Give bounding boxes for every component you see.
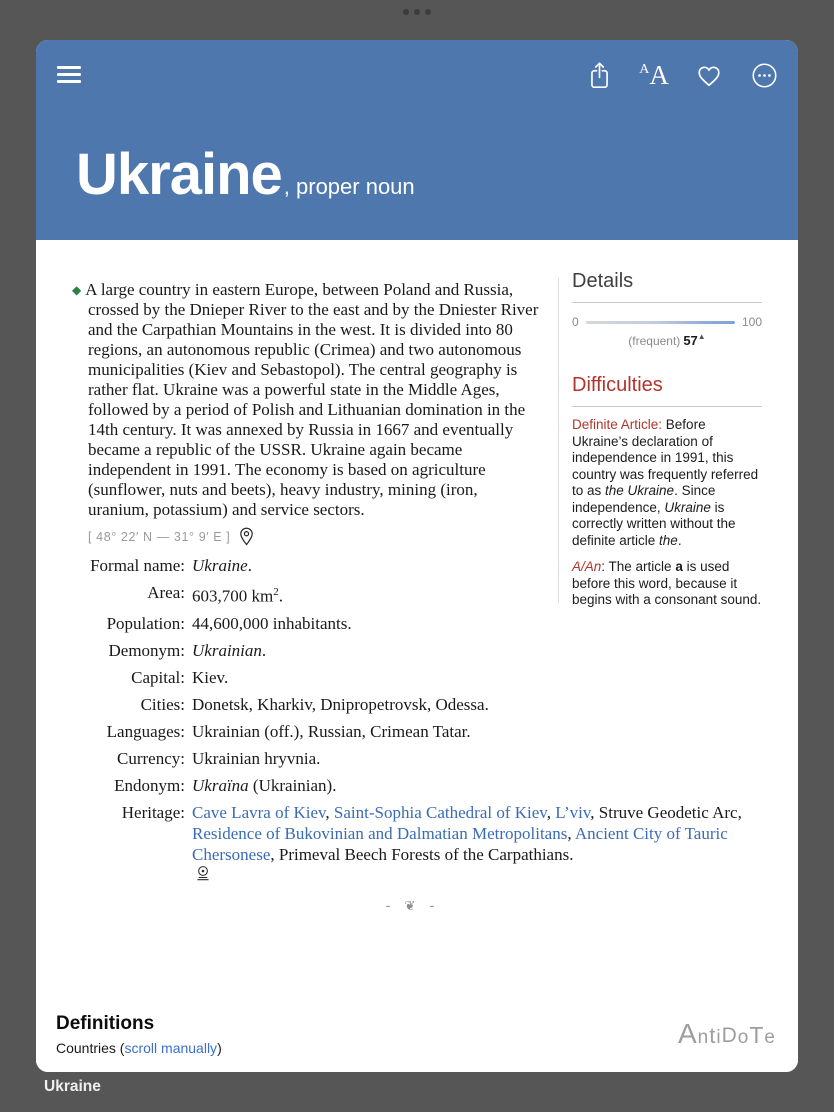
text-segment: , Primeval Beech Forests of the Carpathians. (270, 844, 574, 864)
part-of-speech: , proper noun (283, 174, 415, 199)
text-segment: Definite Article: (572, 417, 663, 432)
share-icon (587, 61, 612, 90)
logo-letter: n (697, 1026, 710, 1048)
text-segment: Kiev. (192, 667, 229, 687)
fact-row (72, 694, 748, 715)
fact-label: Currency: (117, 748, 185, 768)
frequency-bar (586, 321, 735, 324)
map-pin-button[interactable] (239, 527, 254, 546)
frequency-indicator (572, 315, 762, 348)
scroll-manually-link[interactable]: scroll manually (124, 1040, 218, 1056)
fact-row (72, 802, 748, 881)
heritage-link[interactable]: Cave Lavra of Kiev (192, 802, 326, 822)
fact-row (72, 721, 748, 742)
end-of-entry-mark: - ❦ - (385, 898, 435, 914)
logo-letter: t (709, 1023, 717, 1049)
text-segment: 44,600,000 inhabitants. (192, 613, 352, 633)
fact-row (72, 640, 748, 661)
details-sidebar (572, 270, 762, 609)
fact-value (192, 748, 748, 769)
text-segment: , Struve Geodetic Arc, (590, 802, 742, 822)
heart-icon (695, 62, 723, 89)
logo-letter: o (737, 1026, 750, 1048)
dictionary-entry-card (36, 40, 798, 1072)
more-button[interactable] (750, 60, 778, 90)
text-segment: . Since independence, (572, 483, 716, 515)
antidote-logo (677, 1017, 776, 1049)
fact-row (72, 748, 748, 769)
fact-value (192, 640, 748, 661)
difficulty-note (572, 417, 762, 549)
difficulties-notes (572, 417, 762, 609)
favorite-button[interactable] (695, 60, 723, 90)
text-segment: Ukraine (664, 499, 711, 515)
text-segment: . (247, 556, 252, 575)
text-segment: , (567, 823, 575, 843)
fact-row (72, 667, 748, 688)
bottom-tab-bar[interactable] (0, 1072, 834, 1112)
fact-label: Population: (106, 613, 185, 633)
fact-label: Formal name: (90, 556, 185, 575)
menu-button[interactable] (57, 66, 81, 88)
fact-label: Heritage: (121, 802, 185, 822)
hamburger-icon (57, 73, 81, 76)
logo-letter: T (749, 1022, 765, 1049)
text-segment: Ukraine (192, 556, 248, 575)
text-segment: Ukraïna (192, 775, 249, 795)
heritage-link[interactable]: Saint-Sophia Cathedral of Kiev (333, 802, 547, 822)
text-segment: . (261, 640, 267, 660)
text-segment: 603,700 km (192, 586, 274, 606)
text-segment: is used before this word, because it begins with a consonant sound. (572, 559, 762, 607)
fact-value (192, 775, 748, 796)
fact-value (192, 613, 748, 634)
text-segment: Ukrainian hryvnia. (192, 748, 321, 768)
definition-text: ◆ A large country in eastern Europe, between Poland and Russia, crossed by the Dnieper River to the east and by the Dniester River and the Carpathian Mountains in the west. It is divided into 80 regions, an autonomous republic (Crimea) and two autonomous municipalities (Kiev and Sebastopol). The central geography is rather flat. Ukraine was a powerful state in the Middle Ages, followed by a period of Polish and Lithuanian domination in the 14th century. It was annexed by Russia in 1667 and eventually became a republic of the USSR. Ukraine again became independent in 1991. The economy is based on agriculture (sunflower, nuts and beets), heavy industry, mining (iron, uranium, potassium) and service sectors. (72, 280, 539, 519)
frequency-label: (frequent) 57▲ (628, 332, 706, 348)
fact-label: Cities: (140, 694, 185, 714)
fact-label: Languages: (106, 721, 185, 741)
coordinates: [ 48° 22′ N — 31° 9′ E ] (88, 529, 231, 544)
text-segment: . (677, 532, 682, 548)
details-heading: Details (572, 270, 762, 303)
text-segment: , (325, 802, 334, 822)
heritage-link[interactable]: L’viv (555, 802, 591, 822)
fact-value (192, 802, 748, 881)
text-segment: , (546, 802, 556, 822)
entry-body (36, 240, 798, 1072)
frequency-min: 0 (572, 315, 579, 329)
text-size-icon: A A (639, 59, 669, 90)
text-segment: (Ukrainian). (248, 775, 337, 795)
logo-letter: e (764, 1026, 776, 1048)
hamburger-icon (57, 80, 81, 83)
heritage-link[interactable]: Ancient City of Tauric Chersonese (192, 823, 728, 864)
text-segment: Donetsk, Kharkiv, Dnipropetrovsk, Odessa. (192, 694, 489, 714)
landmark-icon (196, 865, 210, 881)
logo-letter: i (716, 1026, 722, 1048)
text-segment: A/An (572, 559, 602, 574)
fact-label: Capital: (131, 667, 185, 687)
fact-value (192, 721, 748, 742)
text-segment: a (675, 559, 683, 574)
fact-row (72, 775, 748, 796)
text-segment: Ukrainian (off.), Russian, Crimean Tatar. (192, 721, 471, 741)
share-button[interactable] (585, 60, 613, 90)
section-title: Definitions (56, 1013, 155, 1034)
heritage-link[interactable]: Residence of Bukovinian and Dalmatian Metropolitans (192, 823, 568, 843)
diamond-bullet-icon: ◆ (72, 283, 82, 297)
fact-row (72, 613, 748, 634)
frequency-max: 100 (741, 315, 762, 329)
map-pin-icon (239, 527, 254, 546)
multitask-handle[interactable] (403, 9, 431, 15)
fact-label: Demonym: (108, 640, 185, 660)
fact-label: Endonym: (114, 775, 185, 795)
text-size-button[interactable] (640, 60, 668, 90)
text-segment: the (659, 532, 678, 548)
hamburger-icon (57, 66, 81, 69)
entry-header (36, 40, 798, 240)
logo-letter: D (721, 1024, 738, 1048)
frequency-value: 57 (683, 333, 698, 348)
text-segment: . (278, 586, 283, 606)
logo-letter: A (677, 1017, 698, 1049)
fact-value (192, 694, 748, 715)
fact-value (192, 667, 748, 688)
text-segment: Ukrainian (192, 640, 262, 660)
bottom-tab-label: Ukraine (44, 1078, 101, 1095)
subsection-label: Countries (scroll manually) (56, 1040, 222, 1056)
difficulty-note (572, 559, 762, 609)
text-segment: is correctly written without the definite article (572, 499, 736, 548)
frequency-marker-icon: ▲ (697, 332, 706, 341)
difficulties-heading: Difficulties (572, 374, 762, 407)
text-segment: : The article (601, 559, 676, 574)
text-segment: 2 (273, 586, 279, 598)
fact-label: Area: (147, 583, 185, 602)
text-segment: the Ukraine (605, 483, 675, 498)
ellipsis-icon (751, 62, 778, 89)
page-title: Ukraine (76, 142, 282, 207)
sidebar-divider (558, 278, 559, 603)
text-segment: Before Ukraine’s declaration of independence in 1991, this country was frequently referred to as (572, 417, 759, 498)
